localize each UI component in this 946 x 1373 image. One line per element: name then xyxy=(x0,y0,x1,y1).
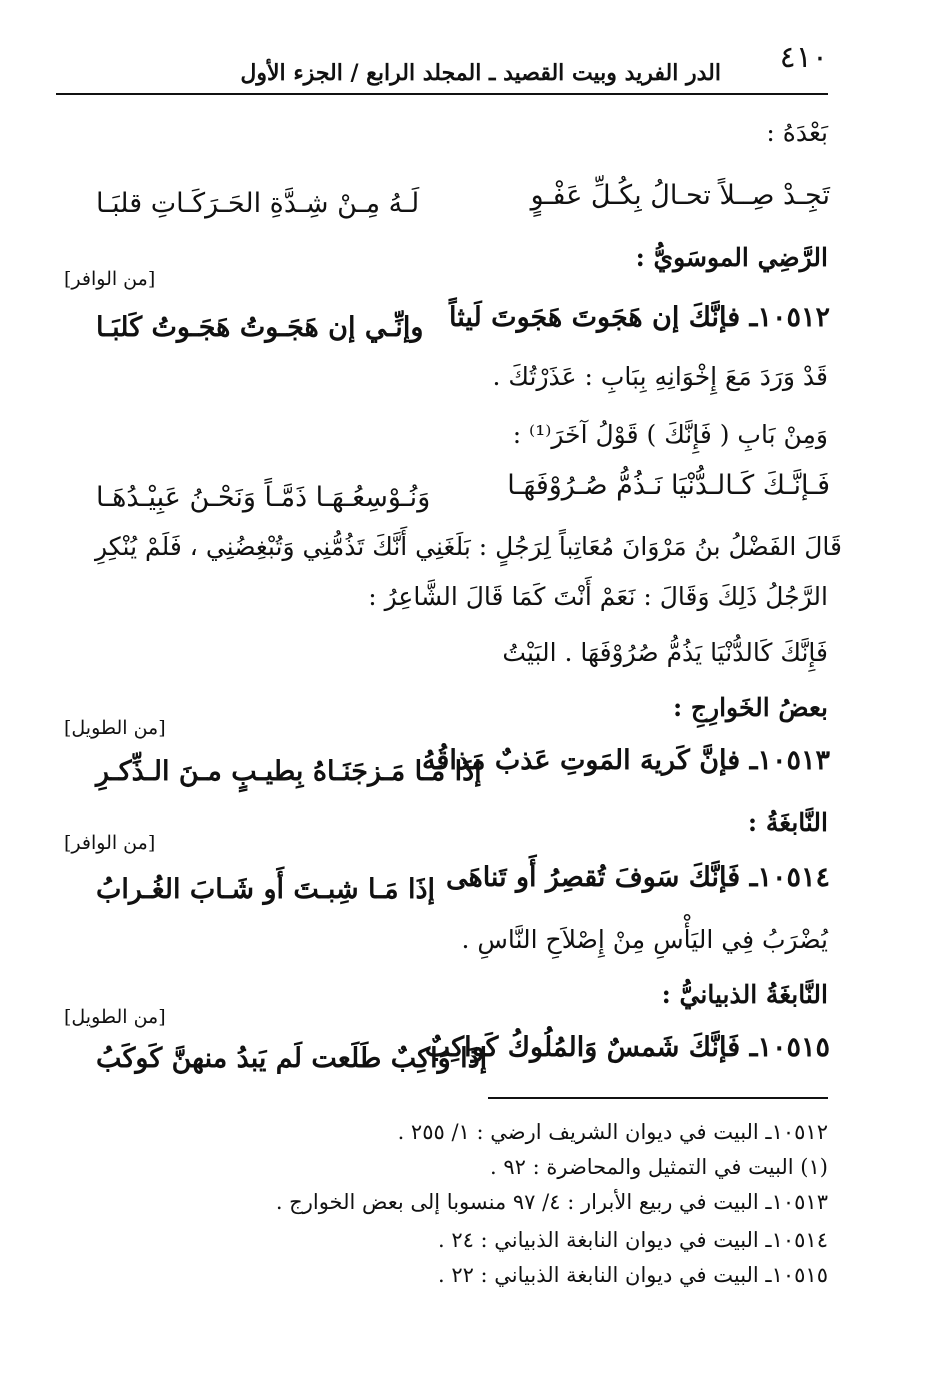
prose-line: بَعْدَهُ : xyxy=(766,118,828,147)
footnote: ١٠٥١٢ـ البيت في ديوان الشريف ارضي : ١/ ٢٥٥ . xyxy=(397,1120,828,1144)
prose-line: قَالَ الفَضْلُ بنُ مَرْوَانَ مُعَاتِباً لِرَجُلٍ : بَلَغَنِي أَنَّكَ تَذُمُّنِي وَتُبْغِضُنِي ، فَلَمْ يُنْكِرِ xyxy=(94,532,842,561)
running-title: الدر الفريد وبيت القصيد ـ المجلد الرابع / الجزء الأول xyxy=(240,60,721,86)
verse-first-hemistich: ١٠٥١٣ـ فإنَّ كَريهَ المَوتِ عَذبٌ مَذاقُهُ xyxy=(421,745,830,776)
page-number: ٤١٠ xyxy=(779,40,828,75)
verse-second-hemistich: وإنِّـي إن هَجَـوتُ هَجَـوتُ كَلبَـا xyxy=(96,312,424,343)
meter-label: [من الطويل] xyxy=(64,1006,166,1028)
footnote: ١٠٥١٣ـ البيت في ربيع الأبرار : ٤/ ٩٧ منسوبا إلى بعض الخوارج . xyxy=(275,1190,828,1214)
prose-line: يُضْرَبُ فِي اليَأْسِ مِنْ إِصْلاَحِ النَّاسِ . xyxy=(461,925,828,954)
footnote-rule xyxy=(488,1097,828,1099)
poet-name: الرَّضِي الموسَويُّ : xyxy=(635,243,828,272)
verse-second-hemistich: إذَا مَـا مَـزجَنَـاهُ بِطيـبٍ مـنَ الـذِّكـرِ xyxy=(96,756,482,787)
meter-label: [من الوافر] xyxy=(64,268,156,290)
verse-first-hemistich: ١٠٥١٤ـ فَإنَّكَ سَوفَ تُقصِرُ أَو تَناهَى xyxy=(445,862,830,893)
prose-line: فَإِنَّكَ كَالدُّنْيَا يَذُمُّ صُرُوْفَهَا . البَيْتُ xyxy=(502,638,828,667)
verse-first-hemistich: ١٠٥١٥ـ فَإنَّكَ شَمسٌ وَالمُلُوكُ كَواكِبٌ xyxy=(424,1032,830,1063)
prose-line: الرَّجُلُ ذَلِكَ وَقَالَ : نَعَمْ أَنْتَ كَمَا قَالَ الشَّاعِرُ : xyxy=(368,582,828,611)
verse-second-hemistich: لَـهُ مِـنْ شِـدَّةِ الحَـرَكَـاتِ قلبَـا xyxy=(96,188,420,219)
header-rule xyxy=(56,93,828,95)
footnote: ١٠٥١٥ـ البيت في ديوان النابغة الذبياني : ٢٢ . xyxy=(437,1263,828,1287)
poet-name: بعضُ الخَوارِجِ : xyxy=(672,693,828,722)
footnote: ١٠٥١٤ـ البيت في ديوان النابغة الذبياني : ٢٤ . xyxy=(437,1228,828,1252)
footnote: (١) البيت في التمثيل والمحاضرة : ٩٢ . xyxy=(490,1155,828,1179)
verse-second-hemistich: وَنُـوْسِعُـهَـا ذَمَّـاً وَنَحْـنُ عَبِيْـدُهَـا xyxy=(96,482,431,513)
poet-name: النَّابغَةُ الذبيانيُّ : xyxy=(661,980,828,1009)
verse-first-hemistich: ١٠٥١٢ـ فإنَّكَ إن هَجَوتَ هَجَوتَ لَيثاً xyxy=(449,302,830,333)
verse-second-hemistich: إذَا وَاكِبٌ طَلَعت لَم يَبدُ منهنَّ كَوكَبُ xyxy=(96,1043,488,1074)
prose-line: وَمِنْ بَابِ ( فَإِنَّكَ ) قَوْلُ آخَرَ⁽¹⁾ : xyxy=(512,420,828,449)
verse-second-hemistich: إذَا مَـا شِبـتَ أَو شَـابَ الغُـرابُ xyxy=(96,874,436,905)
poet-name: النَّابغَةُ : xyxy=(747,808,828,837)
meter-label: [من الطويل] xyxy=(64,717,166,739)
verse-first-hemistich: تَجِـدْ صِــلاً تحـالُ بِكُـلِّ عَفْـوٍ xyxy=(530,180,830,211)
prose-line: قَدْ وَرَدَ مَعَ إِخْوَانِهِ بِبَابِ : عَذَرْتُكَ . xyxy=(492,362,828,391)
verse-first-hemistich: فَـإنَّـكَ كَـالـدُّنْيَا نَـذُمُّ صُـرُوْفَهَـا xyxy=(507,470,830,501)
meter-label: [من الوافر] xyxy=(64,832,156,854)
